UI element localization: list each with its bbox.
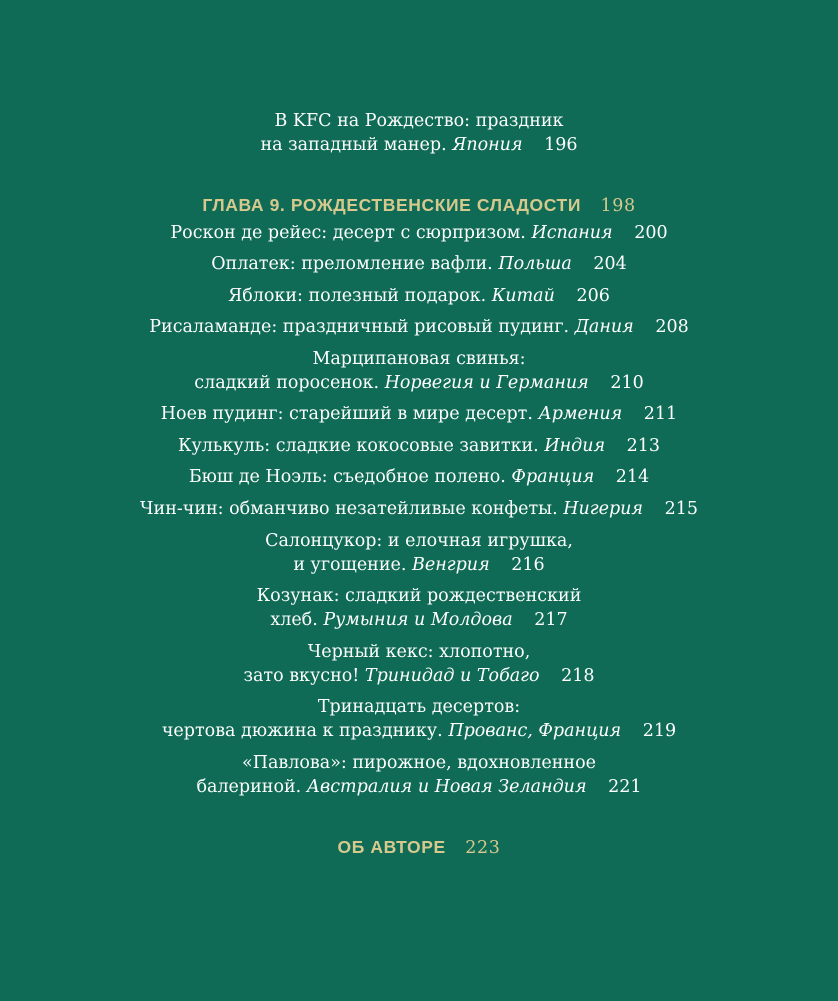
toc-entry-country: Польша (498, 254, 572, 274)
toc-page-number: 218 (561, 666, 595, 686)
toc-entry (0, 284, 838, 308)
toc-entry-country: Китай (491, 286, 555, 306)
toc-entry-title: Марципановая свинья: (312, 349, 526, 369)
toc-entry (0, 664, 838, 688)
toc-entry-title: Рисаламанде: праздничный рисовый пудинг. (149, 317, 570, 337)
toc-page-number: 196 (544, 135, 578, 155)
toc-page-number: 208 (655, 317, 689, 337)
chapter-title: ОБ АВТОРЕ (337, 837, 446, 857)
toc-entry-country: Прованс, Франция (448, 721, 622, 741)
toc-entry-title: сладкий поросенок. (194, 373, 380, 393)
toc-page-number: 223 (465, 838, 501, 858)
toc-entry (0, 402, 838, 426)
toc-entry-title: на западный манер. (260, 135, 447, 155)
toc-entry-country: Австралия и Новая Зеландия (306, 777, 587, 797)
chapter-heading (0, 193, 838, 218)
chapter-title: ГЛАВА 9. РОЖДЕСТВЕНСКИЕ СЛАДОСТИ (202, 195, 582, 215)
toc-entry (0, 775, 838, 799)
toc-entry (0, 465, 838, 489)
toc-entry (0, 719, 838, 743)
toc-page-number: 217 (534, 610, 568, 630)
toc-entry-title: Яблоки: полезный подарок. (228, 286, 487, 306)
toc-entry-country: Япония (452, 135, 523, 155)
toc-entry-country: Нигерия (563, 499, 644, 519)
toc-page-number: 214 (615, 467, 650, 487)
toc-entry (0, 434, 838, 458)
toc-entry (0, 133, 838, 157)
toc-entry-title: Чин-чин: обманчиво незатейливые конфеты. (140, 499, 558, 519)
toc-entry-title: Козунак: сладкий рождественский (256, 586, 582, 606)
toc-entry-country: Тринидад и Тобаго (364, 666, 540, 686)
toc-page-number: 204 (593, 254, 627, 274)
toc-entry-country: Армения (538, 404, 623, 424)
toc-entry (0, 608, 838, 632)
toc-entry-country: Венгрия (412, 555, 490, 575)
toc-entry-title: Ноев пудинг: старейший в мире десерт. (160, 404, 533, 424)
toc-entry (0, 497, 838, 521)
toc-entry-title: чертова дюжина к празднику. (161, 721, 443, 741)
toc-page-number: 206 (576, 286, 610, 306)
toc-entry-title: Роскон де рейес: десерт с сюрпризом. (170, 223, 526, 243)
toc-entry-title: «Павлова»: пирожное, вдохновленное (242, 753, 596, 773)
toc-entry-title: Салонцукор: и елочная игрушка, (265, 531, 573, 551)
toc-entry-title: Кулькуль: сладкие кокосовые завитки. (177, 436, 539, 456)
toc-page-number: 198 (600, 196, 636, 216)
toc-entry (0, 553, 838, 577)
toc-entry-country: Дания (574, 317, 634, 337)
toc-entry (0, 371, 838, 395)
toc-entry-country: Испания (531, 223, 613, 243)
toc-entry-title: зато вкусно! (243, 666, 360, 686)
toc-entry-title: Оплатек: преломление вафли. (211, 254, 493, 274)
toc-page-number: 219 (642, 721, 677, 741)
toc-entry (0, 252, 838, 276)
toc-page-number: 213 (626, 436, 661, 456)
toc-entry-title: Бюш де Ноэль: съедобное полено. (188, 467, 506, 487)
toc-entry-title: и угощение. (293, 555, 407, 575)
toc-page-number: 221 (608, 777, 642, 797)
toc-entry-country: Норвегия и Германия (384, 373, 589, 393)
toc-entry-country: Румыния и Молдова (323, 610, 513, 630)
toc-entry-country: Индия (544, 436, 606, 456)
toc-entry-country: Франция (511, 467, 595, 487)
toc-page-number: 210 (610, 373, 644, 393)
toc-page-number: 211 (643, 404, 678, 424)
toc-entry (0, 315, 838, 339)
toc-entry-title: хлеб. (270, 610, 318, 630)
toc-page-number: 216 (511, 555, 545, 575)
toc-page-number: 200 (634, 223, 668, 243)
toc-entry-title: В KFC на Рождество: праздник (274, 111, 564, 131)
about-author-heading (0, 835, 838, 860)
toc-entry-title: Черный кекс: хлопотно, (307, 642, 531, 662)
toc-page-number: 215 (664, 499, 698, 519)
toc-entry-title: Тринадцать десертов: (317, 697, 521, 717)
toc-entry-title: балериной. (196, 777, 302, 797)
toc-entry (0, 221, 838, 245)
